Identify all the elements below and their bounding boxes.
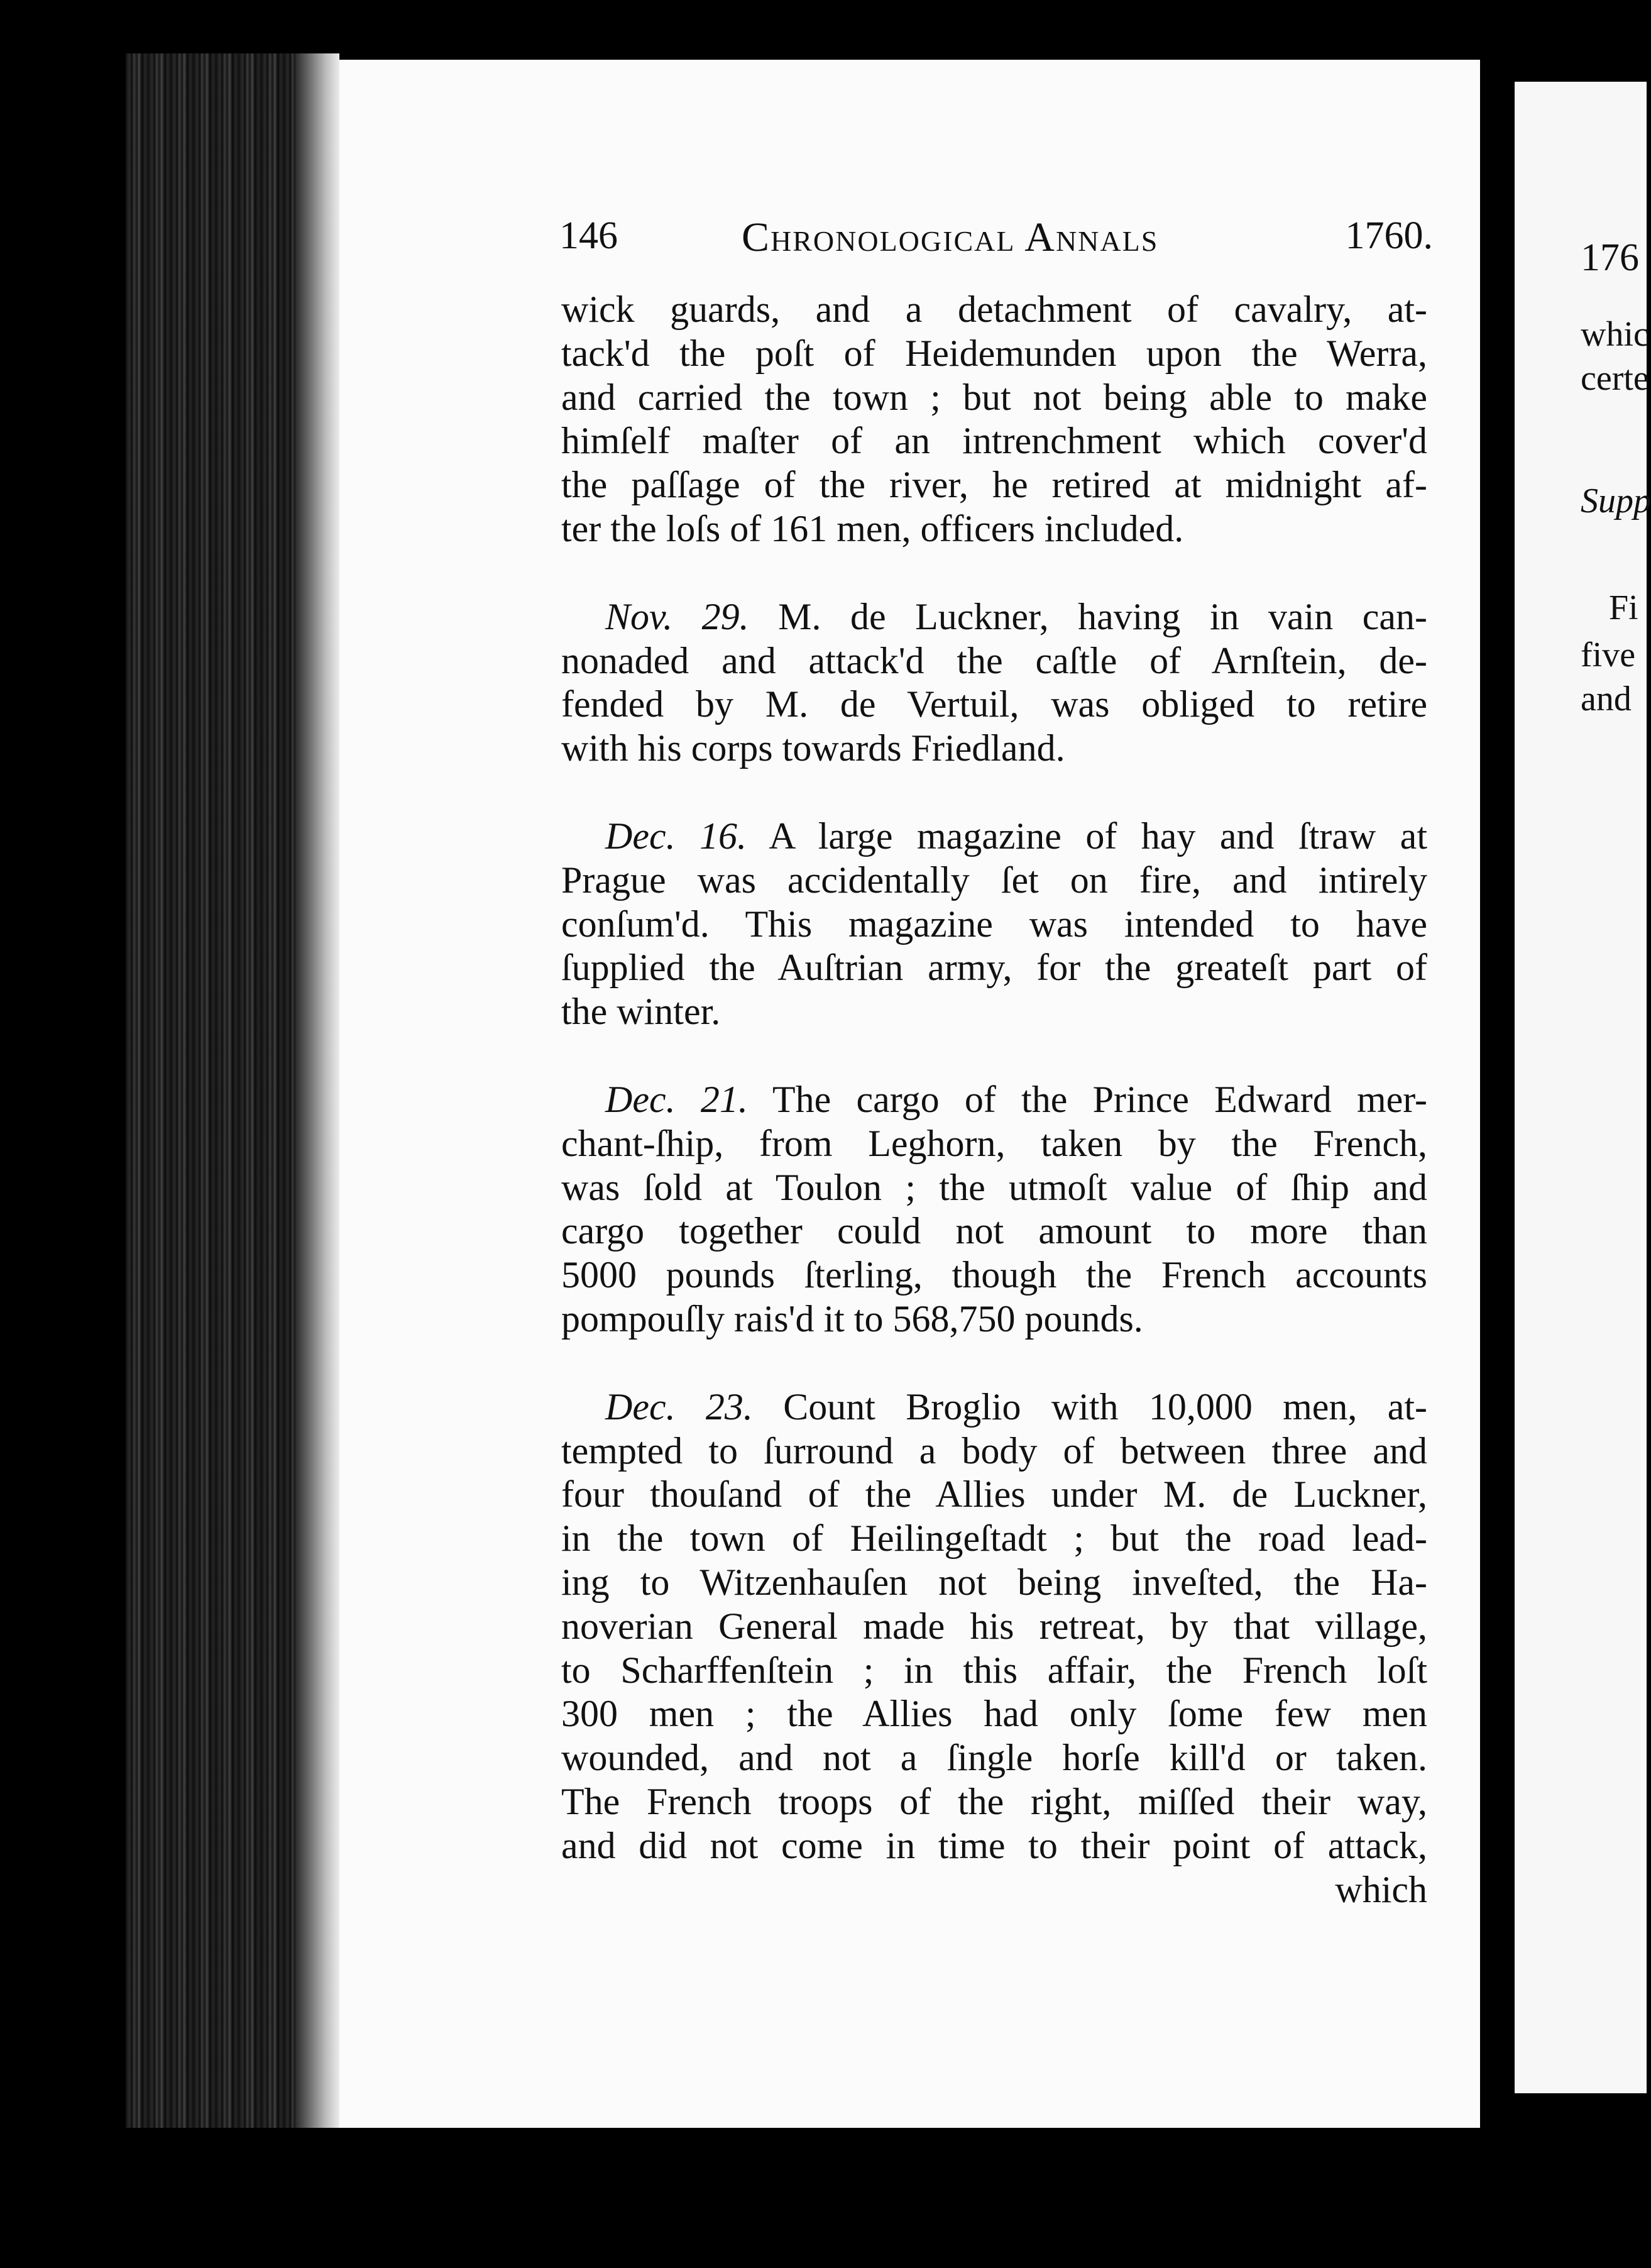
text-line: 300 men ; the Allies had only ſome few men (561, 1693, 1427, 1735)
facing-page-line: Fi (1609, 588, 1638, 627)
entry-date: Dec. 16. (605, 815, 747, 857)
text-line: to Scharffenſtein ; in this affair, the French loſt (561, 1649, 1427, 1691)
text-line: wounded, and not a ſingle horſe kill'd or taken. (561, 1737, 1427, 1779)
text-line: fended by M. de Vertuil, was obliged to retire (561, 683, 1427, 725)
facing-page-line: whic (1581, 315, 1649, 354)
page-fold-shadow (295, 53, 339, 2128)
text-line: Dec. 23. Count Broglio with 10,000 men, at- (605, 1385, 1428, 1428)
text-line: wick guards, and a detachment of cavalry, at- (561, 289, 1427, 330)
text-line: Dec. 16. A large magazine of hay and ſtraw at (605, 815, 1427, 857)
body-text (561, 288, 1427, 1912)
text-line: nonaded and attack'd the caſtle of Arnſtein, de- (561, 639, 1427, 681)
text-line: Dec. 21. The cargo of the Prince Edward mer- (605, 1078, 1428, 1120)
text-line: with his corps towards Friedland. (561, 727, 1065, 769)
text-line: The French troops of the right, miſſed their way, (561, 1780, 1427, 1822)
text-line: ing to Witzenhauſen not being inveſted, the Ha- (561, 1561, 1427, 1603)
entry-date: Dec. 23. (605, 1385, 753, 1428)
facing-page-line: five (1581, 636, 1636, 674)
header-year: 1760. (1345, 214, 1433, 257)
text-line: chant-ſhip, from Leghorn, taken by the French, (561, 1122, 1427, 1164)
text-line: cargo together could not amount to more than (561, 1210, 1427, 1252)
facing-page-line: Supp (1581, 482, 1651, 520)
text-line: four thouſand of the Allies under M. de Luckner, (561, 1473, 1427, 1516)
text-line: and carried the town ; but not being able to make (561, 376, 1427, 418)
text-line: Prague was accidentally ſet on fire, and intirely (561, 859, 1427, 901)
text-line: and did not come in time to their point of attack, (561, 1824, 1427, 1866)
text-line: was ſold at Toulon ; the utmoſt value of ſhip and (561, 1166, 1427, 1208)
paragraph (561, 595, 1427, 771)
facing-page-line: certe (1581, 359, 1649, 398)
text-line: conſum'd. This magazine was intended to have (561, 903, 1427, 945)
text-line: the paſſage of the river, he retired at midnight af- (561, 464, 1427, 506)
catchword: which (1335, 1868, 1427, 1910)
text-line: tack'd the poſt of Heidemunden upon the Werra, (561, 332, 1427, 374)
paragraph (561, 1078, 1427, 1341)
text-line: tempted to ſurround a body of between three and (561, 1429, 1427, 1472)
text-line: 5000 pounds ſterling, though the French accounts (561, 1254, 1427, 1296)
paragraph (561, 1385, 1427, 1912)
paragraph (561, 815, 1427, 1034)
text-line: noverian General made his retreat, by that village, (561, 1605, 1427, 1647)
entry-date: Dec. 21. (605, 1078, 748, 1120)
facing-page-line: and (1581, 680, 1632, 718)
text-line: the winter. (561, 991, 721, 1033)
running-title: Chronological Annals (742, 214, 1159, 260)
text-line: pompouſly rais'd it to 568,750 pounds. (561, 1297, 1143, 1340)
text-line: in the town of Heilingeſtadt ; but the road lead- (561, 1517, 1427, 1560)
facing-page-number: 176 (1581, 236, 1639, 279)
text-line: ſupplied the Auſtrian army, for the greateſt part of (561, 947, 1427, 989)
text-line: himſelf maſter of an intrenchment which cover'd (561, 420, 1427, 462)
paragraph (561, 288, 1427, 551)
text-line: ter the loſs of 161 men, officers included. (561, 507, 1184, 549)
page-number: 146 (559, 214, 618, 257)
entry-date: Nov. 29. (605, 595, 749, 637)
text-line: Nov. 29. M. de Luckner, having in vain can- (605, 595, 1428, 637)
running-header (559, 214, 1439, 270)
